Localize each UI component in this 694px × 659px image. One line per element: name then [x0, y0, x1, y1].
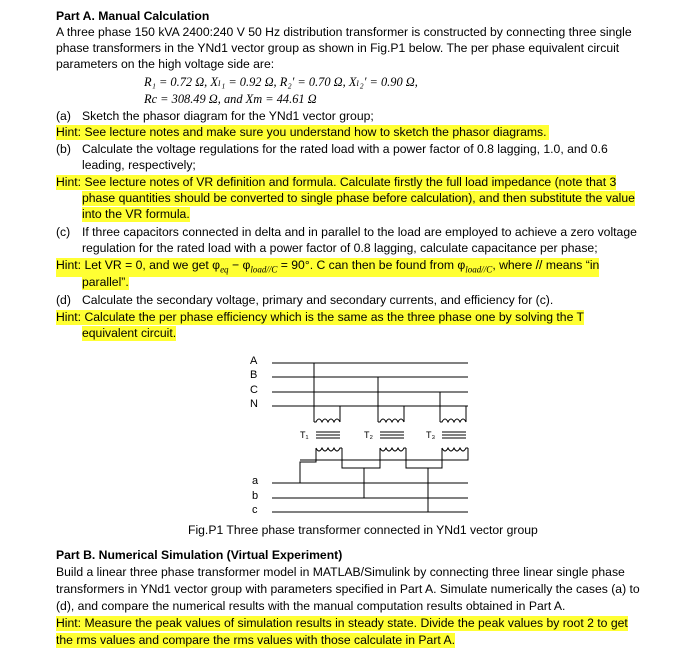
t2-sec-left	[364, 448, 380, 468]
hint-b-1: Hint: See lecture notes of VR definition and formula. Calculate firstly the full load impedance (note that 3	[56, 175, 617, 189]
part-b-line-1: Build a linear three phase transformer model in MATLAB/Simulink by connecting three linear single phase	[56, 565, 625, 579]
item-b-text-2: leading, respectively;	[82, 158, 196, 172]
t2-sec-to-c	[406, 448, 428, 512]
item-a-label: (a)	[56, 109, 71, 123]
label-c: c	[252, 504, 258, 516]
t2-primary-coil	[378, 419, 404, 422]
label-T2: T₂	[364, 430, 373, 440]
item-b-text-1: Calculate the voltage regulations for the rated load with a power factor of 0.8 lagging, 1.0, and 0.6	[82, 142, 608, 156]
item-c-text-2: regulation for the rated load with a power factor of 0.8 lagging, calculate capacitance per phase;	[82, 241, 598, 255]
params-line-1: R₁ = 0.72 Ω, Xₗ₁ = 0.92 Ω, R₂′ = 0.70 Ω, Xₗ₂′ = 0.90 Ω,	[144, 75, 418, 89]
t3-primary-coil	[440, 419, 466, 422]
intro-line-1: A three phase 150 kVA 2400:240 V 50 Hz distribution transformer is constructed by connecting three single	[56, 25, 632, 39]
hint-b-3: into the VR formula.	[82, 207, 190, 221]
hint-b-2: phase quantities should be converted to single phase before calculation), and then substitute the value	[82, 191, 635, 205]
label-a: a	[252, 475, 259, 487]
item-c-text-1: If three capacitors connected in delta and in parallel to the load are employed to achieve a zero voltage	[82, 225, 637, 239]
hint-c-1	[56, 258, 599, 277]
label-N: N	[250, 398, 258, 410]
label-A: A	[250, 355, 258, 367]
label-T1: T₁	[300, 430, 309, 440]
figure-caption: Fig.P1 Three phase transformer connected in YNd1 vector group	[188, 523, 538, 537]
hint-c-load: load//C	[250, 264, 278, 275]
t1-sec-to-b	[342, 448, 364, 498]
hint-c-2: parallel”.	[82, 275, 129, 289]
intro-line-2: phase transformers in the YNd1 vector group as shown in Fig.P1 below. The per phase equivalent circuit	[56, 41, 620, 55]
figure-p1	[240, 350, 480, 520]
transformer-diagram	[240, 350, 480, 520]
hint-c-mid: − φ	[228, 258, 251, 272]
item-b-label: (b)	[56, 142, 71, 156]
item-a-text: Sketch the phasor diagram for the YNd1 vector group;	[82, 109, 374, 123]
hint-c-load2: load//C	[465, 264, 493, 275]
hint-c-tail: , where // means “in	[492, 258, 600, 272]
t3-sec-left	[428, 448, 442, 468]
label-C: C	[250, 384, 258, 396]
label-T3: T₃	[426, 430, 436, 440]
part-b-hint-1: Hint: Measure the peak values of simulation results in steady state. Divide the peak values by root 2 to get	[56, 616, 628, 630]
hint-c-pre: Hint: Let VR = 0, and we get φ	[56, 258, 221, 272]
part-b-heading: Part B. Numerical Simulation (Virtual Experiment)	[56, 548, 343, 562]
item-d-text: Calculate the secondary voltage, primary and secondary currents, and efficiency for (c).	[82, 293, 554, 307]
hint-d-2: equivalent circuit.	[82, 326, 177, 340]
hint-a: Hint: See lecture notes and make sure you understand how to sketch the phasor diagrams.	[56, 125, 547, 139]
item-c-label: (c)	[56, 225, 71, 239]
part-a-heading: Part A. Manual Calculation	[56, 9, 210, 23]
t3-secondary-coil	[442, 448, 468, 451]
params-line-2: Rc = 308.49 Ω, and Xm = 44.61 Ω	[144, 92, 317, 106]
t1-sec-to-a	[300, 448, 316, 483]
item-d-label: (d)	[56, 293, 71, 307]
t1-primary-coil	[314, 419, 340, 422]
part-b-hint-2: the rms values and compare the rms values with those calculate in Part A.	[56, 633, 455, 647]
hint-c-post: = 90°. C can then be found from φ	[277, 258, 466, 272]
hint-d-1: Hint: Calculate the per phase efficiency which is the same as the three phase one by solving the T	[56, 310, 584, 324]
part-b-line-3: (d), and compare the numerical results with the manual computation results obtained in Part A.	[56, 599, 566, 613]
t1-secondary-coil	[316, 448, 342, 451]
part-b-line-2: transformers in YNd1 vector group with parameters specified in Part A. Simulate numerically the cases (a) to	[56, 582, 640, 596]
intro-line-3: parameters on the high voltage side are:	[56, 57, 275, 71]
label-b: b	[252, 490, 259, 502]
t2-secondary-coil	[380, 448, 406, 451]
hint-c-eq: eq	[220, 264, 229, 275]
label-B: B	[250, 369, 258, 381]
